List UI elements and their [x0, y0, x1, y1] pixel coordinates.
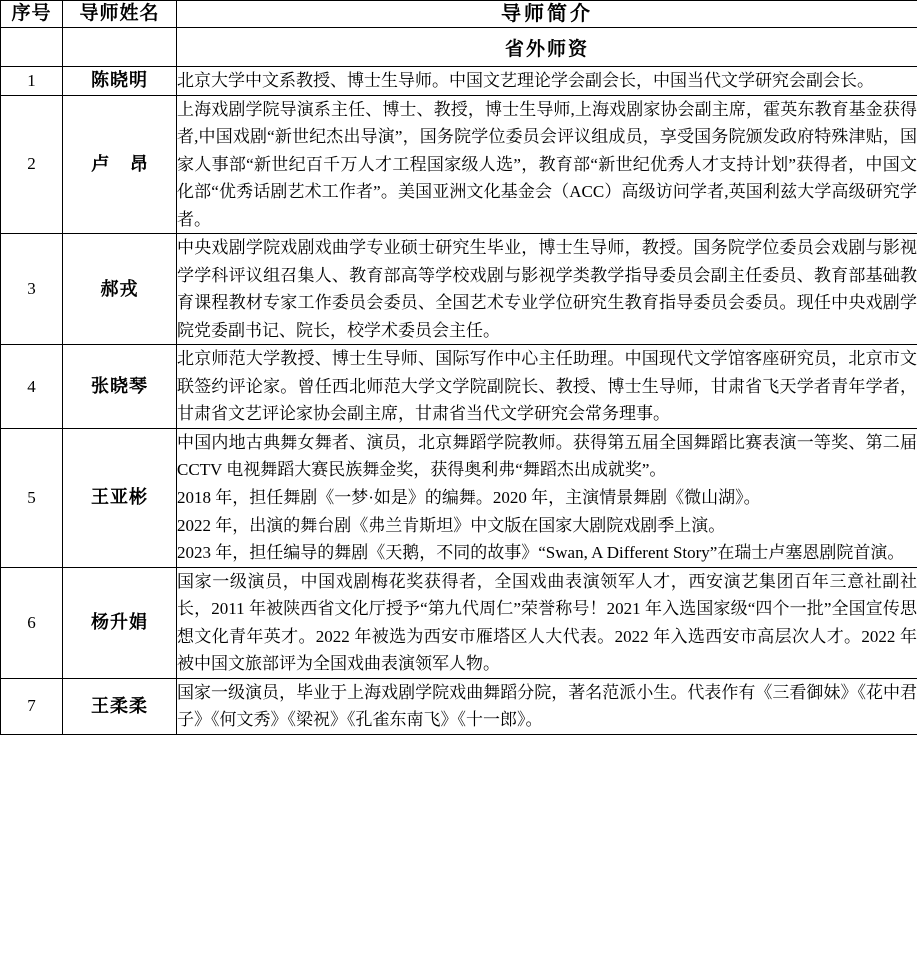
- bio-paragraph: 国家一级演员，毕业于上海戏剧学院戏曲舞蹈分院，著名范派小生。代表作有《三看御妹》《花中君子》《何文秀》《梁祝》《孔雀东南飞》《十一郎》。: [177, 682, 917, 730]
- table-row: [1, 67, 917, 96]
- mentor-name: 卢 昂: [63, 95, 177, 234]
- bio-paragraph: 上海戏剧学院导演系主任、博士、教授，博士生导师,上海戏剧家协会副主席，霍英东教育基金获得者,中国戏剧“新世纪杰出导演”，国务院学位委员会评议组成员，享受国务院颁发政府特殊津贴，国家人事部“新世纪百千万人才工程国家级人选”，教育部“新世纪优秀人才支持计划”获得者，中国文化部“优秀话剧艺术工作者”。美国亚洲文化基金会（ACC）高级访问学者,英国利兹大学高级研究学者。: [177, 99, 917, 229]
- section-blank-index: [1, 28, 63, 67]
- mentor-bio: [177, 67, 917, 96]
- bio-paragraph: 中央戏剧学院戏剧戏曲学专业硕士研究生毕业，博士生导师，教授。国务院学位委员会戏剧与影视学学科评议组召集人、教育部高等学校戏剧与影视学类教学指导委员会副主任委员、教育部基础教育课程教材专家工作委员会委员、全国艺术专业学位研究生教育指导委员会委员。现任中央戏剧学院党委副书记、院长，校学术委员会主任。: [177, 238, 917, 340]
- bio-paragraph: 中国内地古典舞女舞者、演员，北京舞蹈学院教师。获得第五届全国舞蹈比赛表演一等奖、第二届 CCTV 电视舞蹈大赛民族舞金奖，获得奥利弗“舞蹈杰出成就奖”。: [177, 432, 917, 480]
- column-header-index: 序号: [1, 1, 63, 28]
- mentor-bio: [177, 95, 917, 234]
- mentor-name: 杨升娟: [63, 567, 177, 678]
- section-title: 省外师资: [177, 28, 917, 67]
- mentor-bio: [177, 234, 917, 345]
- column-header-bio: 导师简介: [177, 1, 917, 28]
- bio-paragraph: 北京师范大学教授、博士生导师、国际写作中心主任助理。中国现代文学馆客座研究员，北京市文联签约评论家。曾任西北师范大学文学院副院长、教授、博士生导师，甘肃省飞天学者青年学者，甘肃省文艺评论家协会副主席，甘肃省当代文学研究会常务理事。: [177, 349, 917, 424]
- row-index: 5: [1, 428, 63, 567]
- row-index: 2: [1, 95, 63, 234]
- table-row: [1, 95, 917, 234]
- bio-paragraph: 2022 年，出演的舞台剧《弗兰肯斯坦》中文版在国家大剧院戏剧季上演。: [177, 515, 726, 535]
- mentor-name: 张晓琴: [63, 345, 177, 429]
- mentor-name: 陈晓明: [63, 67, 177, 96]
- section-title-row: [1, 28, 917, 67]
- row-index: 6: [1, 567, 63, 678]
- mentor-name: 郝戎: [63, 234, 177, 345]
- table-row: [1, 234, 917, 345]
- mentor-bio: [177, 428, 917, 567]
- table-row: [1, 567, 917, 678]
- table-row: [1, 428, 917, 567]
- mentor-name: 王柔柔: [63, 678, 177, 734]
- mentor-bio: [177, 678, 917, 734]
- bio-paragraph: 北京大学中文系教授、博士生导师。中国文艺理论学会副会长，中国当代文学研究会副会长。: [177, 71, 874, 90]
- row-index: 7: [1, 678, 63, 734]
- row-index: 3: [1, 234, 63, 345]
- row-index: 4: [1, 345, 63, 429]
- bio-paragraph: 2023 年，担任编导的舞剧《天鹅，不同的故事》“Swan, A Different Story”在瑞士卢塞恩剧院首演。: [177, 543, 905, 563]
- table-row: [1, 678, 917, 734]
- bio-paragraph: 2018 年，担任舞剧《一梦·如是》的编舞。2020 年，主演情景舞剧《微山湖》。: [177, 487, 761, 507]
- table-row: [1, 345, 917, 429]
- section-blank-name: [63, 28, 177, 67]
- mentor-name: 王亚彬: [63, 428, 177, 567]
- mentor-bio: [177, 345, 917, 429]
- table-header-row: [1, 1, 917, 28]
- row-index: 1: [1, 67, 63, 96]
- column-header-name: 导师姓名: [63, 1, 177, 28]
- bio-paragraph: 国家一级演员，中国戏剧梅花奖获得者，全国戏曲表演领军人才，西安演艺集团百年三意社副社长，2011 年被陕西省文化厅授予“第九代周仁”荣誉称号！2021 年入选国家级“四个一批”全国宣传思想文化青年英才。2022 年被选为西安市雁塔区人大代表。2022 年入选西安市高层次人才。2022 年被中国文旅部评为全国戏曲表演领军人物。: [177, 571, 917, 674]
- mentor-bio: [177, 567, 917, 678]
